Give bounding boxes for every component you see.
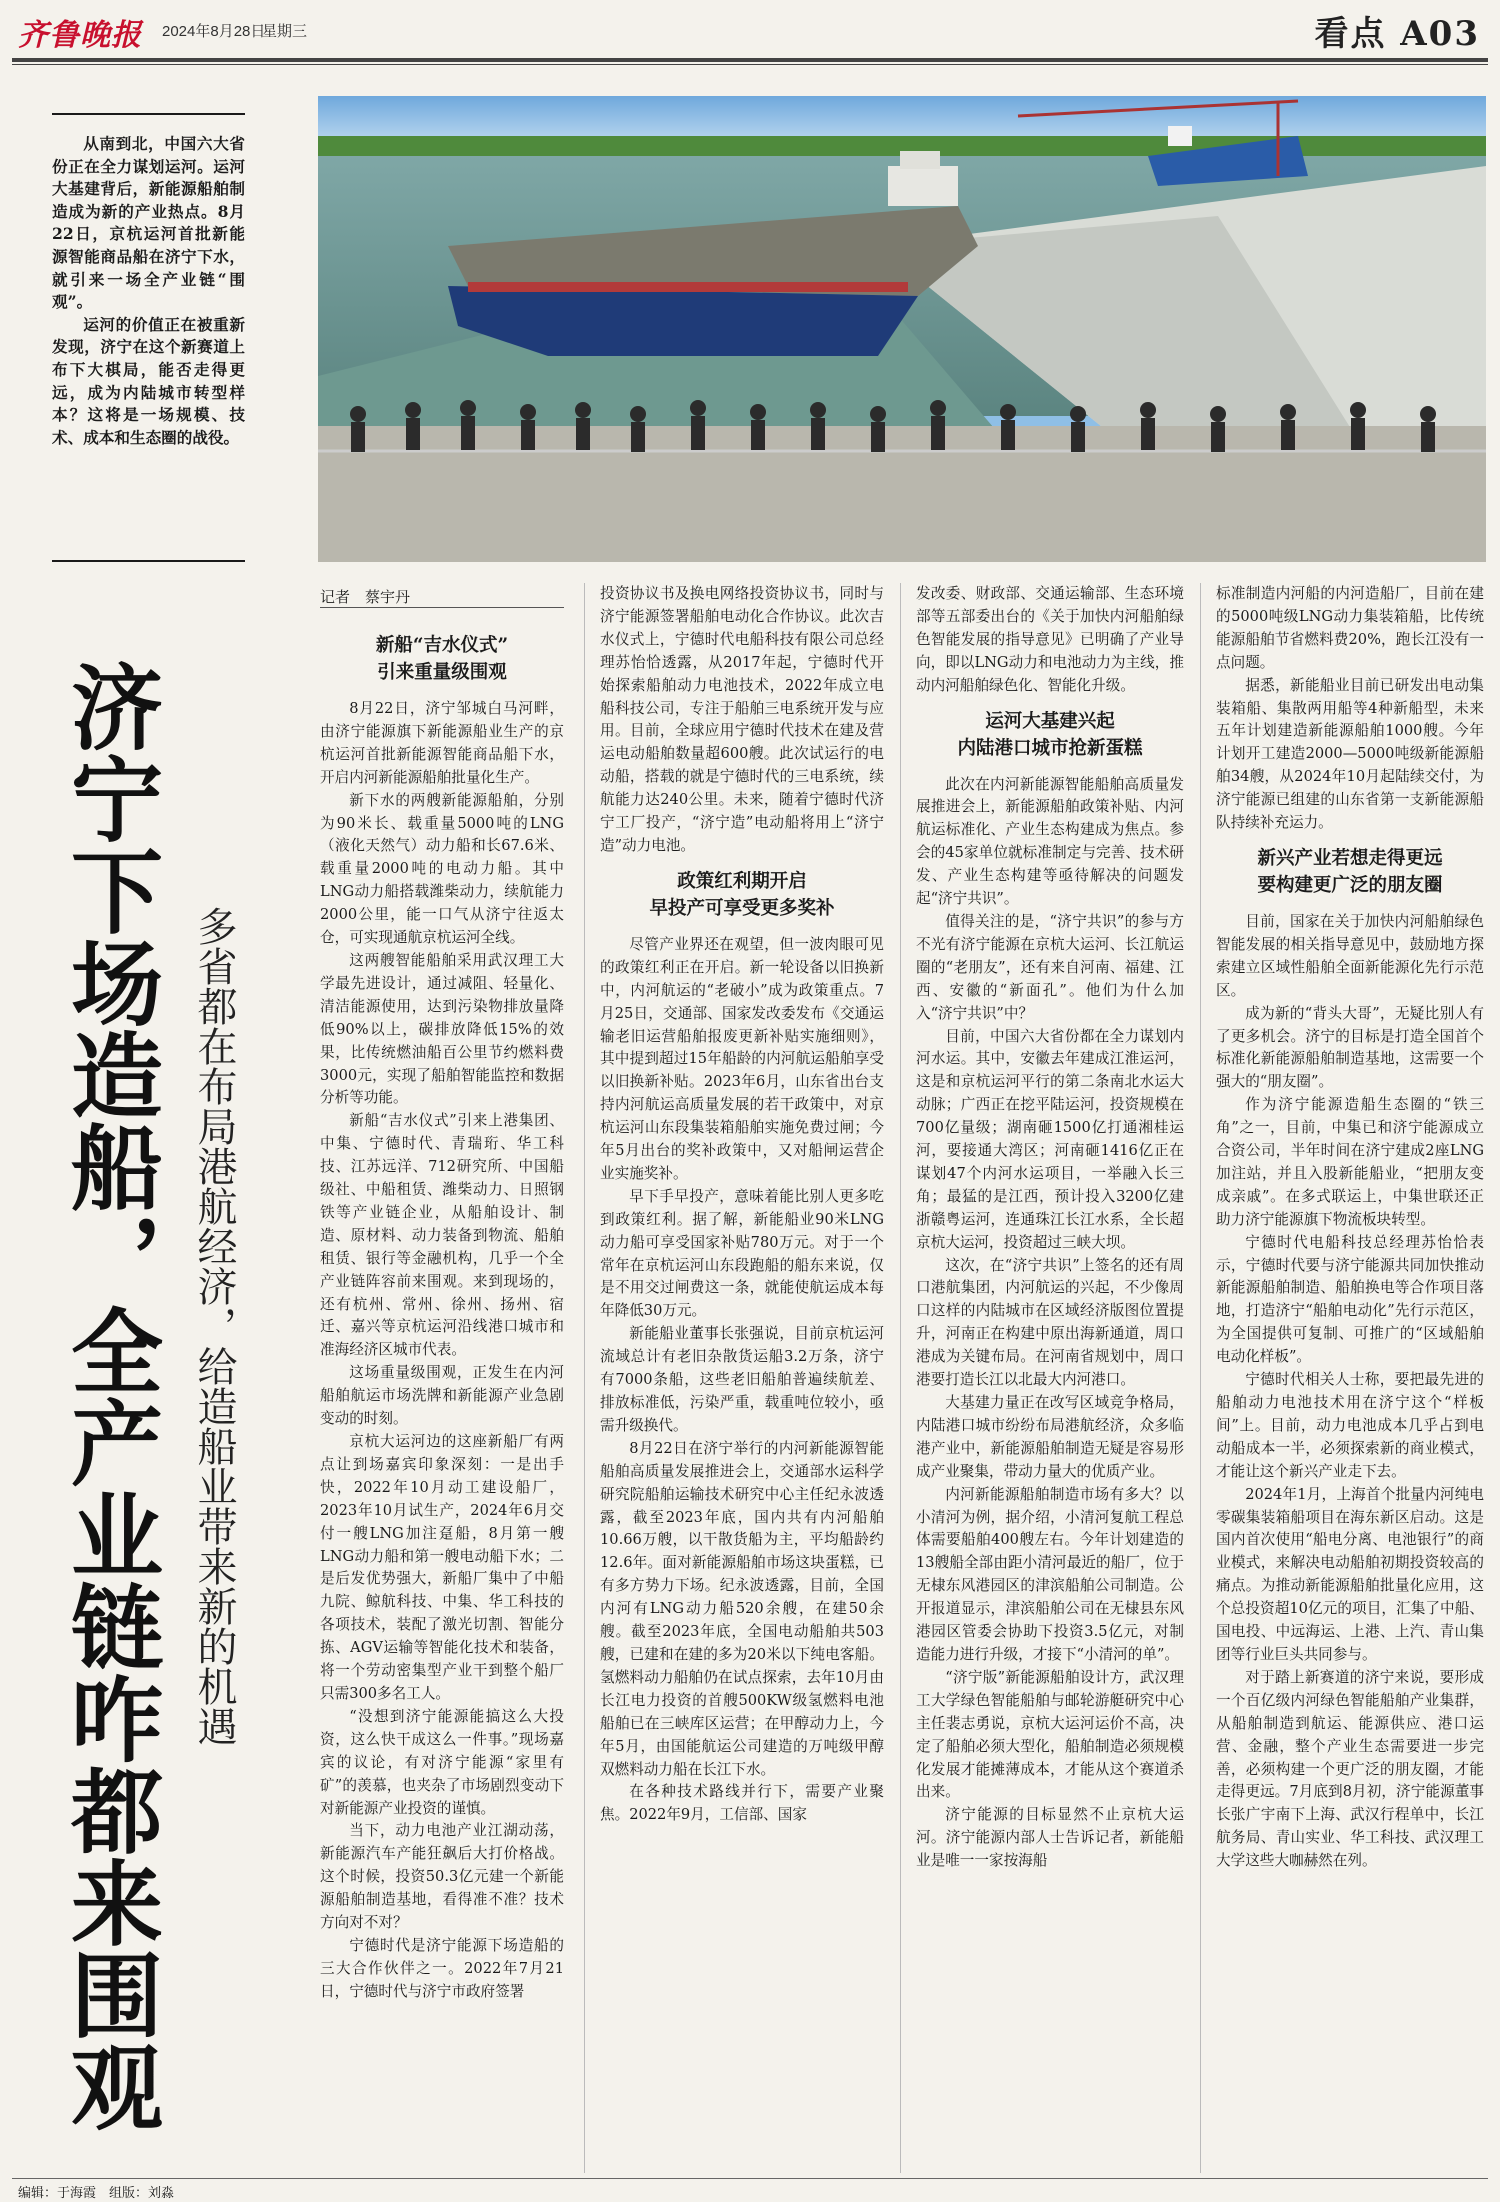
col4-body-b (1216, 911, 1484, 1873)
body-paragraph: 宁德时代电船科技总经理苏怡恰表示，宁德时代要与济宁能源共同加快推动新能源船舶制造、船舶换电等合作项目落地，打造济宁“船舶电动化”先行示范区，为全国提供可复制、可推广的“区域船舶电动化样板”。 (1216, 1233, 1484, 1366)
subhead-4: 新兴产业若想走得更远 要构建更广泛的朋友圈 (1257, 847, 1443, 896)
body-paragraph: 早下手早投产，意味着能比别人更多吃到政策红利。据了解，新能船业90米LNG动力船可享受国家补贴780万元。对于一个常年在京杭运河山东段跑船的船东来说，仅是不用交过闸费这一条，就能使航运成本每年降低30万元。 (600, 1187, 884, 1320)
byline: 记者 蔡宇丹 (320, 589, 411, 606)
body-paragraph: 这场重量级围观，正发生在内河船舶航运市场洗牌和新能源产业急剧变动的时刻。 (320, 1364, 564, 1428)
footer-editor: 编辑：于海霞 (18, 2185, 97, 2200)
body-paragraph: “济宁版”新能源船舶设计方，武汉理工大学绿色智能船舶与邮轮游艇研究中心主任裴志勇说，京杭大运河运价不高，决定了船舶必须大型化，船舶制造必须规模化发展才能摊薄成本，才能从这个赛道杀出来。 (916, 1668, 1184, 1801)
body-paragraph: 这两艘智能船舶采用武汉理工大学最先进设计，通过减阻、轻量化、清洁能源使用，达到污染物排放量降低90%以上，碳排放降低15%的效果，比传统燃油船百公里节约燃料费3000元，实现了船舶智能监控和数据分析等功能。 (320, 951, 564, 1107)
col2-body-b (600, 934, 884, 1827)
body-paragraph: 据悉，新能船业目前已研发出电动集装箱船、集散两用船等4种新船型，未来五年计划建造新能源船舶1000艘。今年计划开工建造2000—5000吨级新能源船舶34艘，从2024年10月起陆续交付，为济宁能源已组建的山东省第一支新能源船队持续补充运力。 (1216, 676, 1484, 832)
body-paragraph: 京杭大运河边的这座新船厂有两点让到场嘉宾印象深刻：一是出手快，2022年10月动工建设船厂，2023年10月试生产，2024年6月交付一艘LNG加注趸船，8月第一艘LNG动力船和第一艘电动船下水；二是后发优势强大，新船厂集中了中船九院、鲸航科技、中集、华工科技的各项技术，装配了激光切割、智能分拣、AGV运输等智能化技术和装备，将一个劳动密集型产业干到整个船厂只需300多名工人。 (320, 1433, 564, 1702)
news-photo (318, 96, 1486, 562)
body-paragraph: 这次，在“济宁共识”上签名的还有周口港航集团，内河航运的兴起，不少像周口这样的内陆城市在区域经济版图位置提升，河南正在构建中原出海新通道，周口港成为关键布局。在河南省规划中，周口港要打造长江以北最大内河港口。 (916, 1256, 1184, 1389)
footer-rule (12, 2178, 1488, 2179)
article-column-2 (600, 583, 884, 1827)
body-paragraph: 宁德时代是济宁能源下场造船的三大合作伙伴之一。2022年7月21日，宁德时代与济宁市政府签署 (320, 1936, 564, 2000)
article-column-4 (1216, 583, 1484, 1873)
lead-paragraph (52, 133, 245, 449)
body-paragraph: 新船“吉水仪式”引来上港集团、中集、宁德时代、青瑞珩、华工科技、江苏远洋、712研究所、中国船级社、中船租赁、潍柴动力、日照钢铁等产业链企业，从船舶设计、制造、原材料、动力装备到物流、船舶租赁、银行等金融机构，几乎一个全产业链阵容前来围观。来到现场的，还有杭州、常州、徐州、扬州、宿迁、嘉兴等京杭运河沿线港口城市和准海经济区城市代表。 (320, 1112, 564, 1359)
subhead-2: 政策红利期开启 早投产可享受更多奖补 (649, 870, 835, 919)
headline-subtitle: 多省都在布局港航经济，给造船业带来新的机遇 (191, 906, 237, 1746)
lead-p2: 运河的价值正在被重新发现，济宁在这个新赛道上布下大棋局，能否走得更远，成为内陆城市转型样本？这将是一场规模、技术、成本和生态圈的战役。 (52, 314, 245, 447)
body-paragraph: 标准制造内河船的内河造船厂，目前在建的5000吨级LNG动力集装箱船，比传统能源船舶节省燃料费20%，跑长江没有一点问题。 (1216, 585, 1484, 671)
lead-rule-bottom (52, 560, 245, 562)
body-paragraph: 在各种技术路线并行下，需要产业聚焦。2022年9月，工信部、国家 (600, 1783, 884, 1824)
body-paragraph: 成为新的“背头大哥”，无疑比别人有了更多机会。济宁的目标是打造全国首个标准化新能源船舶制造基地，这需要一个强大的“朋友圈”。 (1216, 1004, 1484, 1091)
col3-body-a (916, 583, 1184, 698)
column-divider (1200, 583, 1201, 2173)
article-column-3 (916, 583, 1184, 1873)
body-paragraph: 目前，国家在关于加快内河船舶绿色智能发展的相关指导意见中，鼓励地方探索建立区域性船舶全面新能源化先行示范区。 (1216, 912, 1484, 999)
body-paragraph: 投资协议书及换电网络投资协议书，同时与济宁能源签署船舶电动化合作协议。此次吉水仪式上，宁德时代电船科技有限公司总经理苏怡恰透露，从2017年起，宁德时代开始探索船舶动力电池技术，2022年成立电船科技公司，专注于船舶三电系统开发与应用。目前，全球应用宁德时代技术在建及营运电动船舶数量超600艘。此次试运行的电动船，搭载的就是宁德时代的三电系统，续航能力达240公里。未来，随着宁德时代济宁工厂投产，“济宁造”电动船将用上“济宁造”动力电池。 (600, 585, 884, 854)
header-rule-thin (12, 64, 1488, 65)
body-paragraph: “没想到济宁能源能搞这么大投资，这么快干成这么一件事。”现场嘉宾的议论，有对济宁能源“家里有矿”的羡慕，也夹杂了市场剧烈变动下对新能源产业投资的谨慎。 (320, 1707, 564, 1817)
body-paragraph: 值得关注的是，“济宁共识”的参与方不光有济宁能源在京杭大运河、长江航运圈的“老朋友”，还有来自河南、福建、江西、安徽的“新面孔”。他们为什么加入“济宁共识”中？ (916, 912, 1184, 1022)
issue-date: 2024年8月28日 (162, 23, 266, 40)
subhead-3: 运河大基建兴起 内陆港口城市抢新蛋糕 (957, 710, 1143, 759)
column-divider (584, 583, 585, 2173)
section-label: 看点 A03 (1314, 14, 1480, 54)
issue-weekday: 星期三 (262, 23, 308, 40)
body-paragraph: 对于踏上新赛道的济宁来说，要形成一个百亿级内河绿色智能船舶产业集群，从船舶制造到航运、能源供应、港口运营、金融，整个产业生态需要进一步完善，必须构建一个更广泛的朋友圈，才能走得更远。7月底到8月初，济宁能源董事长张广宇南下上海、武汉行程单中，长江航务局、青山实业、华工科技、武汉理工大学这些大咖赫然在列。 (1216, 1668, 1484, 1870)
body-paragraph: 作为济宁能源造船生态圈的“铁三角”之一，目前，中集已和济宁能源成立合资公司，半年时间在济宁建成2座LNG加注站，并且入股新能船业，“把朋友变成亲戚”。在多式联运上，中集世联还正助力济宁能源旗下物流板块转型。 (1216, 1096, 1484, 1228)
body-paragraph: 发改委、财政部、交通运输部、生态环境部等五部委出台的《关于加快内河船舶绿色智能发展的指导意见》已明确了产业导向，即以LNG动力和电池动力为主线，推动内河船舶绿色化、智能化升级。 (916, 585, 1184, 694)
lead-rule-top (52, 113, 245, 115)
footer-layout: 组版：刘淼 (109, 2185, 175, 2200)
page-footer (18, 2182, 174, 2201)
body-paragraph: 内河新能源船舶制造市场有多大？以小清河为例，据介绍，小清河复航工程总体需要船舶400艘左右。今年计划建造的13艘船全部由距小清河最近的船厂，位于无棣东风港园区的津滨船舶公司制造。公开报道显示，津滨船舶公司在无棣县东风港园区管委会协助下投资3.5亿元，对制造能力进行升级，才接下“小清河的单”。 (916, 1485, 1184, 1663)
column-divider (900, 583, 901, 2173)
subhead-1: 新船“吉水仪式” 引来重量级围观 (375, 635, 509, 683)
headline-title: 济宁下场造船，全产业链咋都来围观 (56, 660, 164, 2132)
col1-body (320, 698, 564, 2004)
body-paragraph: 8月22日，济宁邹城白马河畔，由济宁能源旗下新能源船业生产的京杭运河首批新能源智能商品船下水，开启内河新能源船舶批量化生产。 (320, 700, 564, 786)
byline-rule (320, 607, 564, 608)
col2-body-a (600, 583, 884, 858)
body-paragraph: 当下，动力电池产业江湖动荡，新能源汽车产能狂飙后大打价格战。这个时候，投资50.3亿元建一个新能源船舶制造基地，看得准不准？技术方向对不对？ (320, 1822, 564, 1932)
lead-p1: 从南到北，中国六大省份正在全力谋划运河。运河大基建背后，新能源船舶制造成为新的产业热点。8月22日，京杭运河首批新能源智能商品船在济宁下水，就引来一场全产业链“围观”。 (52, 134, 245, 312)
body-paragraph: 大基建力量正在改写区域竞争格局，内陆港口城市纷纷布局港航经济，众多临港产业中，新能源船舶制造无疑是容易形成产业聚集，带动力量大的优质产业。 (916, 1394, 1184, 1480)
body-paragraph: 2024年1月，上海首个批量内河纯电零碳集装箱船项目在海东新区启动。这是国内首次使用“船电分离、电池银行”的商业模式，来解决电动船舶初期投资较高的痛点。为推动新能源船舶批量化应用，这个总投资超10亿元的项目，汇集了中船、国电投、中远海运、上港、上汽、青山集团等行业巨头共同参与。 (1216, 1485, 1484, 1663)
article-column-1 (320, 622, 564, 2004)
ship-launch-illustration (318, 96, 1486, 562)
col3-body-b (916, 774, 1184, 1874)
body-paragraph: 尽管产业界还在观望，但一波肉眼可见的政策红利正在开启。新一轮设备以旧换新中，内河航运的“老破小”成为政策重点。7月25日，交通部、国家发改委发布《交通运输老旧运营船舶报废更新补贴实施细则》，其中提到超过15年船龄的内河航运船舶享受以旧换新补贴。2023年6月，山东省出台支持内河航运高质量发展的若干政策中，对京杭运河山东段集装箱船舶实施免费过闸；今年5月出台的奖补政策中，又对船闸运营企业实施奖补。 (600, 935, 884, 1182)
body-paragraph: 新下水的两艘新能源船舶，分别为90米长、载重量5000吨的LNG（液化天然气）动力船和长67.6米、载重量2000吨的电动力船。其中LNG动力船搭载潍柴动力，续航能力2000公里，能一口气从济宁往返太仓，可实现通航京杭运河全线。 (320, 791, 564, 947)
col4-body-a (1216, 583, 1484, 835)
body-paragraph: 济宁能源的目标显然不止京杭大运河。济宁能源内部人士告诉记者，新能船业是唯一一家按海船 (916, 1806, 1184, 1870)
body-paragraph: 8月22日在济宁举行的内河新能源智能船舶高质量发展推进会上，交通部水运科学研究院船舶运输技术研究中心主任纪永波透露，截至2023年底，国内共有内河船舶10.66万艘，以干散货船为主，平均船龄约12.6年。面对新能源船舶市场这块蛋糕，已有多方势力下场。纪永波透露，目前，全国内河有LNG动力船520余艘，在建50余艘。截至2023年底，全国电动船舶共503艘，已建和在建的多为20米以下纯电客船。氢燃料动力船舶仍在试点探索，去年10月由长江电力投资的首艘500KW级氢燃料电池船舶已在三峡库区运营；在甲醇动力上，今年5月，由国能航运公司建造的万吨级甲醇双燃料动力船在长江下水。 (600, 1439, 884, 1778)
body-paragraph: 目前，中国六大省份都在全力谋划内河水运。其中，安徽去年建成江淮运河，这是和京杭运河平行的第二条南北水运大动脉；广西正在挖平陆运河，投资规模在700亿量级；湖南砸1500亿打通湘桂运河，要接通大湾区；河南砸1416亿正在谋划47个内河水运项目，一举融入长三角；最猛的是江西，预计投入3200亿建浙赣粤运河，连通珠江长江水系，全长超京杭大运河，投资超过三峡大坝。 (916, 1027, 1184, 1251)
body-paragraph: 宁德时代相关人士称，要把最先进的船舶动力电池技术用在济宁这个“样板间”上。目前，动力电池成本几乎占到电动船成本一半，必须探索新的商业模式，才能让这个新兴产业走下去。 (1216, 1371, 1484, 1480)
body-paragraph: 新能船业董事长张强说，目前京杭运河流域总计有老旧杂散货运船3.2万条，济宁有7000条船，这些老旧船舶普遍续航差、排放标准低，污染严重，载重吨位较小，亟需升级换代。 (600, 1325, 884, 1434)
masthead-logo: 齐鲁晚报 (18, 18, 142, 53)
page-header (0, 0, 1500, 56)
body-paragraph: 此次在内河新能源智能船舶高质量发展推进会上，新能源船舶政策补贴、内河航运标准化、产业生态构建成为焦点。参会的45家单位就标准制定与完善、技术研发、产业生态构建等亟待解决的问题发起“济宁共识”。 (916, 775, 1184, 908)
header-rule (12, 58, 1488, 62)
